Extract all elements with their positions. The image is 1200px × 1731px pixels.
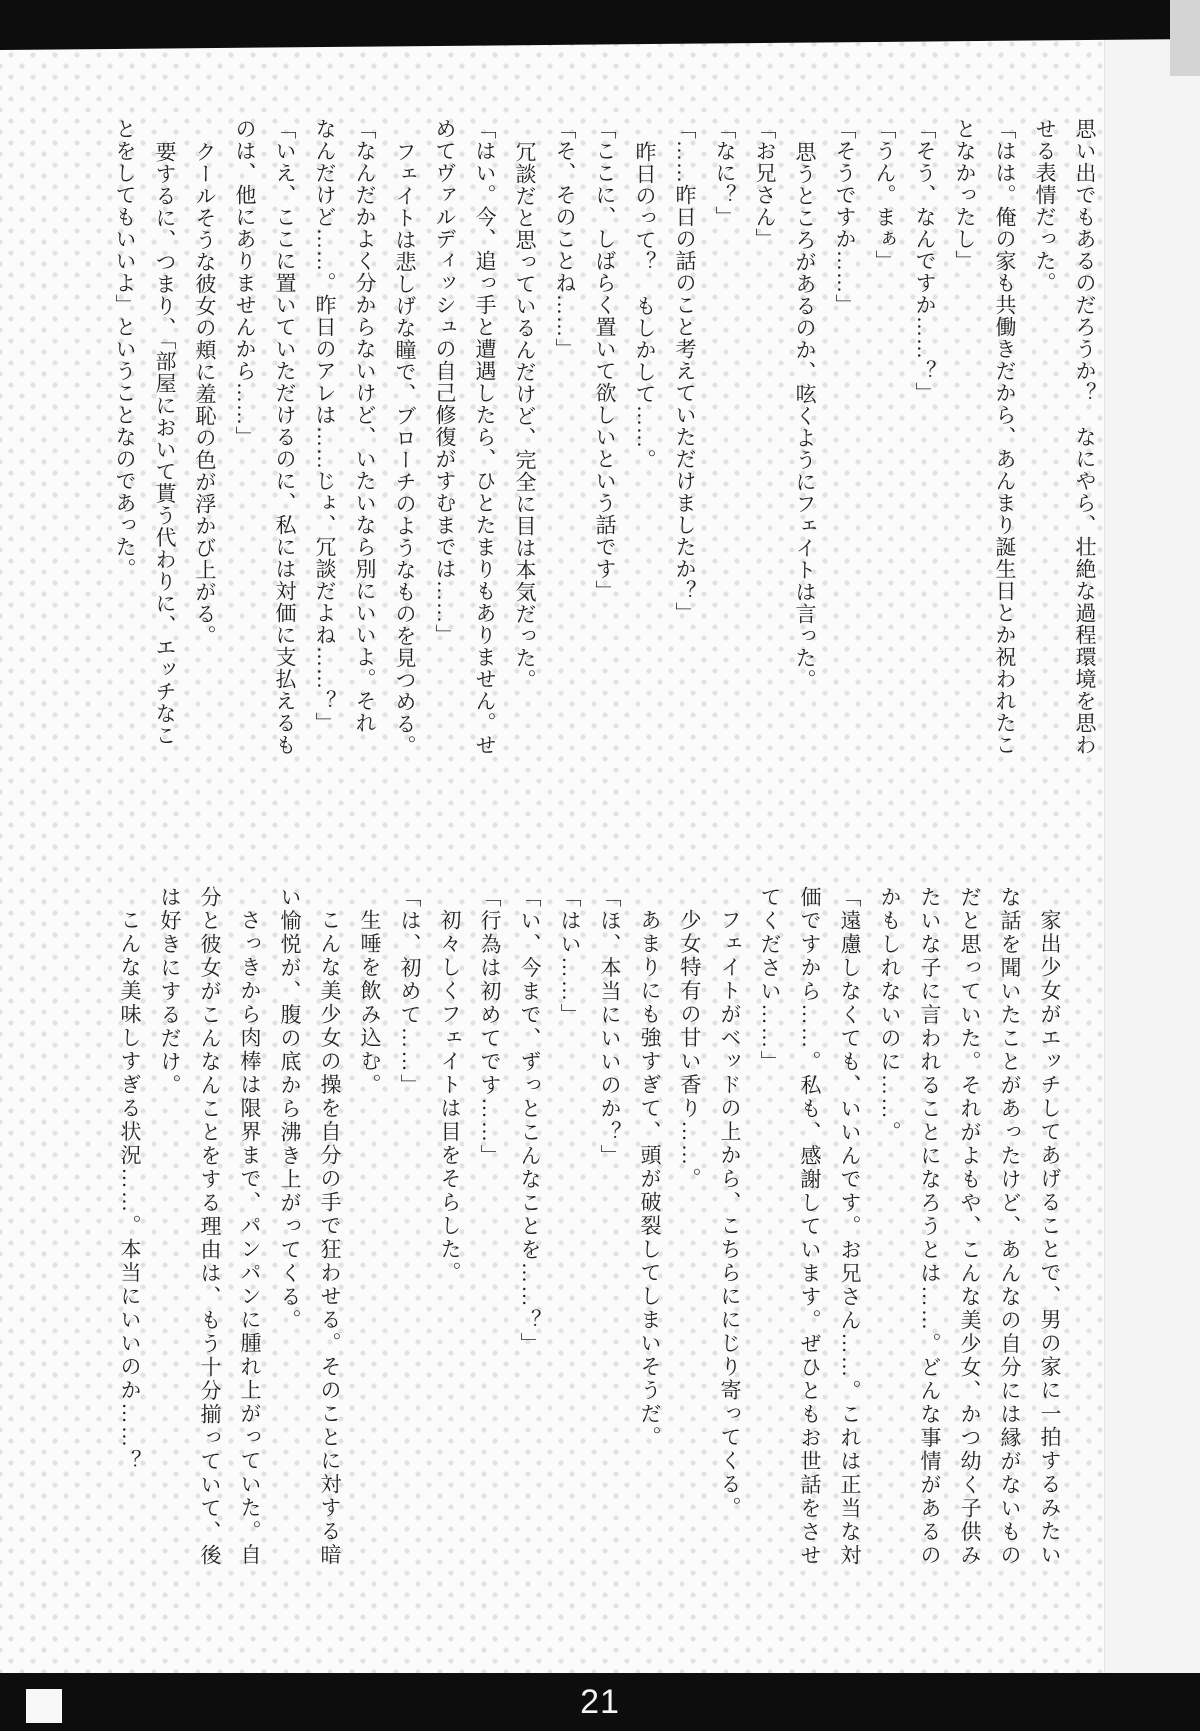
page-number: 21 (580, 1683, 620, 1721)
bottom-border-bar (0, 1673, 1200, 1731)
text-column: 思い出でもあるのだろうか？ なにやら、壮絶な過程環境を思わ (1073, 118, 1097, 756)
text-column: なんだけど……。昨日のアレは……じょ、冗談だよね……？」 (313, 118, 337, 734)
text-column: あまりにも強すぎて、頭が破裂してしまいそうだ。 (638, 909, 662, 1450)
text-column: 冗談だと思っているんだけど、完全に目は本気だった。 (513, 141, 537, 691)
lower-text-block (110, 886, 1070, 1609)
text-column: 「はい……」 (558, 886, 582, 1027)
text-column: な話を聞いたことがあったけど、あんなの自分には縁がないもの (998, 886, 1022, 1568)
text-column: 生唾を飲み込む。 (358, 909, 382, 1097)
top-right-corner-mark (1170, 0, 1200, 76)
text-column: 「なんだかよく分からないけど、いたいなら別にいいよ。それ (353, 118, 377, 734)
text-column: 要するに、つまり、「部屋において貰う代わりに、エッチなこ (153, 141, 177, 747)
text-column: 「そ、そのことね……」 (553, 118, 577, 360)
text-column: 「は、初めて……」 (398, 886, 422, 1098)
text-column: 「い、今まで、ずっとこんなことを……？」 (518, 886, 542, 1356)
text-column: こんな美味しすぎる状況……。本当にいいのか……？ (118, 909, 142, 1473)
text-column: 「……昨日の話のこと考えていただけましたか？」 (673, 118, 697, 624)
text-column: 思うところがあるのか、呟くようにフェイトは言った。 (793, 141, 817, 691)
text-column: 初々しくフェイトは目をそらした。 (438, 909, 462, 1285)
text-column: とをしてもいいよ」ということなのであった。 (113, 118, 137, 580)
text-column: 「遠慮しなくても、いいんです。お兄さん……。これは正当な対 (838, 886, 862, 1568)
page-right-edge (1104, 0, 1200, 1731)
top-border-bar (0, 0, 1200, 50)
text-column: こんな美少女の操を自分の手で狂わせる。そのことに対する暗 (318, 909, 342, 1567)
text-column: フェイトがベッドの上から、こちらににじり寄ってくる。 (718, 909, 742, 1520)
text-column: フェイトは悲しげな瞳で、ブローチのようなものを見つめる。 (393, 141, 417, 757)
text-column: 「いえ、ここに置いていただけるのに、私には対価に支払えるも (273, 118, 297, 756)
text-column: かもしれないのに……。 (878, 886, 902, 1145)
text-column: のは、他にありませんから……」 (233, 118, 257, 448)
text-column: は好きにするだけ。 (158, 886, 182, 1098)
text-column: 少女特有の甘い香り……。 (678, 909, 702, 1191)
bottom-left-corner-mark (26, 1689, 62, 1723)
text-column: たいな子に言われることになろうとは……。どんな事情があるの (918, 886, 942, 1568)
text-column: てください……」 (758, 886, 782, 1074)
text-column: 「うん。まぁ」 (873, 118, 897, 272)
text-column: 「なに？」 (713, 118, 737, 228)
text-column: 「はは。俺の家も共働きだから、あんまり誕生日とか祝われたこ (993, 118, 1017, 756)
text-column: 「そうですか……」 (833, 118, 857, 316)
text-column: 昨日のって？ もしかして……。 (633, 141, 657, 471)
text-column: 価ですから……。私も、感謝しています。ぜひともお世話をさせ (798, 886, 822, 1568)
text-column: 「お兄さん」 (753, 118, 777, 250)
text-column: さっきから肉棒は限界まで、パンパンに腫れ上がっていた。自 (238, 909, 262, 1567)
text-column: クールそうな彼女の頬に羞恥の色が浮かび上がる。 (193, 141, 217, 647)
text-column: せる表情だった。 (1033, 118, 1057, 294)
text-column: 「ほ、本当にいいのか？」 (598, 886, 622, 1168)
text-column: 「はい。今、追っ手と遭遇したら、ひとたまりもありません。せ (473, 118, 497, 756)
text-column: だと思っていた。それがよもや、こんな美少女、かつ幼く子供み (958, 886, 982, 1568)
text-column: 家出少女がエッチしてあげることで、男の家に一拍するみたい (1038, 909, 1062, 1567)
text-column: 「そう、なんですか……？」 (913, 118, 937, 404)
text-column: 「行為は初めてです……」 (478, 886, 502, 1168)
text-column: めてヴァルディッシュの自己修復がすむまでは……」 (433, 118, 457, 646)
text-column: い愉悦が、腹の底から沸き上がってくる。 (278, 886, 302, 1333)
text-column: となかったし」 (953, 118, 977, 272)
upper-text-block (105, 118, 1105, 801)
text-column: 分と彼女がこんなんことをする理由は、もう十分揃っていて、後 (198, 886, 222, 1568)
text-column: 「ここに、しばらく置いて欲しいという話です」 (593, 118, 617, 602)
